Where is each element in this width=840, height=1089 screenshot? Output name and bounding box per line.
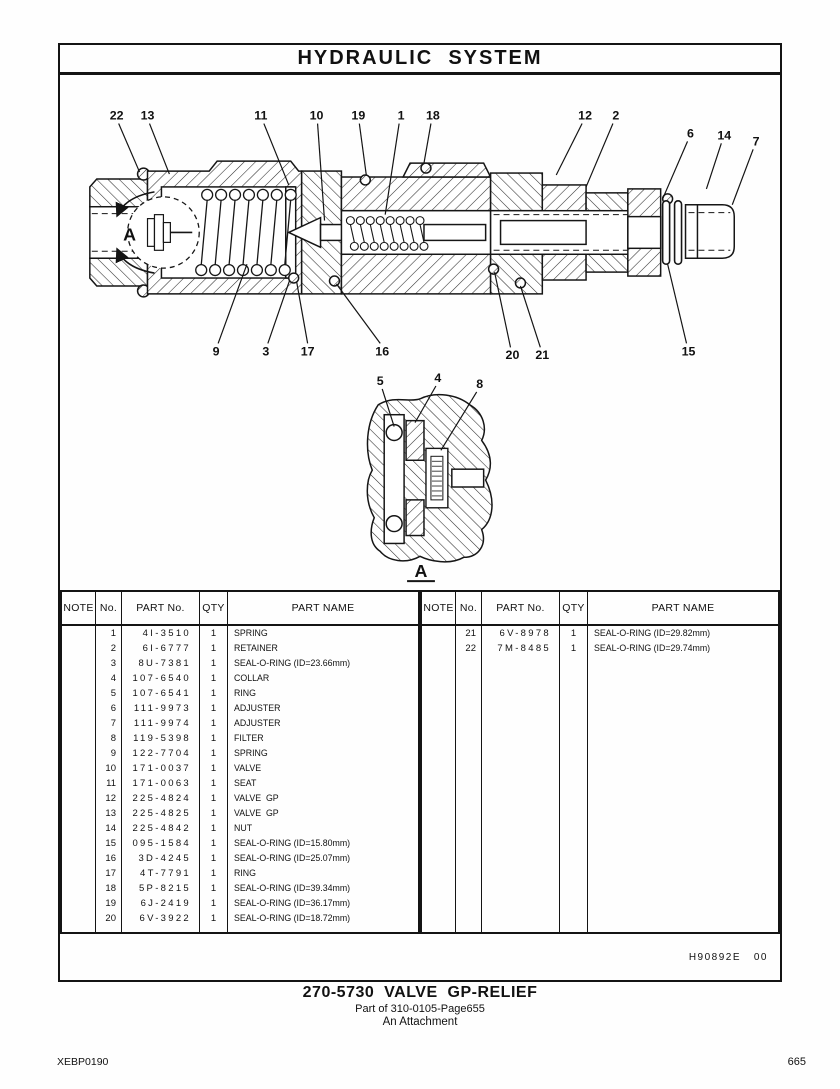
cell-part-no: 6V-3922 — [122, 911, 200, 926]
cell-no: 5 — [96, 686, 122, 701]
callout-15: 15 — [681, 344, 696, 359]
cell-part-no: 107-6541 — [122, 686, 200, 701]
cell-qty: 1 — [560, 626, 588, 641]
cell-qty: 1 — [200, 851, 228, 866]
cell-part-no: 111-9974 — [122, 716, 200, 731]
poppet-1 — [148, 219, 155, 247]
cell-part-no: 107-6540 — [122, 671, 200, 686]
detail-filter-inner — [431, 456, 443, 500]
cell-part-no: 3D-4245 — [122, 851, 200, 866]
cell-qty: 1 — [200, 791, 228, 806]
callout-20: 20 — [505, 348, 520, 363]
spool-step — [501, 221, 587, 245]
cell-note — [62, 686, 96, 701]
detail-view — [367, 395, 492, 581]
caption-part-of: Part of 310-0105-Page655 — [355, 1003, 485, 1015]
cell-qty: 1 — [200, 806, 228, 821]
callout-13: 13 — [140, 108, 155, 123]
cell-note — [62, 806, 96, 821]
cell-note — [62, 866, 96, 881]
pilot-rod — [424, 225, 486, 241]
cell-note — [62, 701, 96, 716]
cell-qty: 1 — [200, 701, 228, 716]
detail-collar-bottom — [406, 500, 424, 536]
cell-no: 16 — [96, 851, 122, 866]
cell-qty: 1 — [200, 686, 228, 701]
col-header-part-no: PART No. — [122, 592, 200, 626]
cell-note — [62, 731, 96, 746]
o-ring-18 — [421, 163, 431, 173]
cell-no: 1 — [96, 626, 122, 641]
cell-part-name: SEAL-O-RING (ID=25.07mm) — [234, 853, 351, 863]
cell-note — [62, 791, 96, 806]
cell-part-name: RING — [234, 868, 256, 878]
detail-port — [452, 469, 484, 487]
detail-ring-bottom — [386, 516, 402, 532]
cell-part-no: 171-0063 — [122, 776, 200, 791]
cell-qty: 1 — [560, 641, 588, 656]
callout-16: 16 — [375, 344, 390, 359]
cell-part-no: 8U-7381 — [122, 656, 200, 671]
callout-10: 10 — [309, 108, 324, 123]
cell-qty: 1 — [200, 761, 228, 776]
cell-qty: 1 — [200, 881, 228, 896]
cell-part-name: COLLAR — [234, 673, 270, 683]
document-frame — [58, 43, 782, 982]
filler-cell — [422, 656, 456, 932]
callout-3: 3 — [262, 344, 270, 359]
page-caption — [0, 984, 840, 1028]
right-block-1-top — [491, 173, 543, 211]
cell-part-no: 6V-8978 — [482, 626, 560, 641]
detail-collar-top — [406, 421, 424, 461]
cell-part-no: 4I-3510 — [122, 626, 200, 641]
caption-title: 270-5730 VALVE GP-RELIEF — [302, 984, 538, 1001]
col-header-qty: QTY — [560, 592, 588, 626]
filler-cell — [228, 926, 418, 932]
filler-cell — [122, 926, 200, 932]
col-header-note: NOTE — [62, 592, 96, 626]
filler-cell — [62, 926, 96, 932]
callout-12: 12 — [578, 108, 592, 123]
mid-housing-hump — [403, 163, 491, 177]
cell-part-name: SEAL-O-RING (ID=29.74mm) — [594, 643, 711, 653]
cell-qty: 1 — [200, 896, 228, 911]
cell-no: 2 — [96, 641, 122, 656]
cell-part-no: 4T-7791 — [122, 866, 200, 881]
filler-cell — [200, 926, 228, 932]
cell-part-no: 6I-6777 — [122, 641, 200, 656]
cell-part-name: RING — [234, 688, 256, 698]
cell-no: 15 — [96, 836, 122, 851]
cell-no: 11 — [96, 776, 122, 791]
callout-22: 22 — [109, 108, 124, 123]
cell-no: 13 — [96, 806, 122, 821]
cell-part-name: SEAL-O-RING (ID=18.72mm) — [234, 913, 351, 923]
cell-part-name: SEAL-O-RING (ID=29.82mm) — [594, 628, 711, 638]
cell-part-no: 6J-2419 — [122, 896, 200, 911]
cell-part-name: FILTER — [234, 733, 264, 743]
cell-no: 22 — [456, 641, 482, 656]
left-cap-top — [90, 179, 148, 207]
page-title: HYDRAULIC SYSTEM — [297, 47, 543, 69]
cell-part-no: 095-1584 — [122, 836, 200, 851]
cell-qty: 1 — [200, 731, 228, 746]
callout-7: 7 — [752, 134, 760, 149]
cell-no: 17 — [96, 866, 122, 881]
cell-note — [62, 626, 96, 641]
callout-8: 8 — [476, 376, 484, 391]
cell-no: 6 — [96, 701, 122, 716]
callout-18: 18 — [426, 108, 440, 123]
cell-part-no: 5P-8215 — [122, 881, 200, 896]
col-header-part-name: PART NAME — [588, 592, 778, 626]
cell-part-name: SEAL-O-RING (ID=36.17mm) — [234, 898, 351, 908]
callout-21: 21 — [535, 348, 550, 363]
page-number: 665 — [787, 1056, 806, 1068]
cell-part-name: SEAL-O-RING (ID=15.80mm) — [234, 838, 351, 848]
main-view-label: A — [123, 224, 137, 245]
cell-no: 12 — [96, 791, 122, 806]
o-ring-16 — [330, 276, 340, 286]
cell-part-no: 7M-8485 — [482, 641, 560, 656]
cell-no: 10 — [96, 761, 122, 776]
detail-view-label: A — [414, 561, 428, 582]
cell-qty: 1 — [200, 746, 228, 761]
cell-no: 4 — [96, 671, 122, 686]
cell-part-name: SPRING — [234, 748, 268, 758]
callout-4: 4 — [434, 371, 442, 386]
document-code-strip — [60, 934, 780, 980]
o-ring-20 — [489, 264, 499, 274]
right-block-2-bottom — [542, 252, 586, 280]
cell-note — [62, 746, 96, 761]
adjuster-core — [628, 217, 661, 249]
poppet-3 — [163, 223, 170, 243]
cell-part-no: 225-4825 — [122, 806, 200, 821]
cell-qty: 1 — [200, 836, 228, 851]
title-band — [60, 45, 780, 75]
seal-ring-b — [675, 201, 682, 264]
cell-note — [62, 656, 96, 671]
cell-qty: 1 — [200, 671, 228, 686]
valve-cross-section-diagram — [60, 76, 780, 590]
col-header-part-no: PART No. — [482, 592, 560, 626]
parts-table-left — [60, 590, 420, 934]
cell-part-name: VALVE GP — [234, 793, 279, 803]
cell-no: 8 — [96, 731, 122, 746]
cell-note — [62, 911, 96, 926]
cell-note — [62, 851, 96, 866]
cell-part-no: 119-5398 — [122, 731, 200, 746]
cell-part-name: RETAINER — [234, 643, 278, 653]
cell-part-name: VALVE — [234, 763, 262, 773]
cell-qty: 1 — [200, 656, 228, 671]
right-block-2-top — [542, 185, 586, 213]
col-header-no: No. — [96, 592, 122, 626]
cell-note — [62, 671, 96, 686]
cell-no: 18 — [96, 881, 122, 896]
cell-note — [62, 641, 96, 656]
callout-1: 1 — [397, 108, 405, 123]
cell-no: 7 — [96, 716, 122, 731]
cell-note — [62, 776, 96, 791]
o-ring-3 — [289, 273, 299, 283]
left-cap-bottom — [90, 258, 148, 286]
cell-qty: 1 — [200, 716, 228, 731]
col-header-note: NOTE — [422, 592, 456, 626]
cell-note — [62, 896, 96, 911]
col-header-qty: QTY — [200, 592, 228, 626]
mid-housing-bottom — [341, 254, 490, 294]
cell-qty: 1 — [200, 626, 228, 641]
cell-no: 9 — [96, 746, 122, 761]
cell-qty: 1 — [200, 866, 228, 881]
cell-note — [62, 836, 96, 851]
cell-part-name: NUT — [234, 823, 253, 833]
cell-part-no: 225-4842 — [122, 821, 200, 836]
parts-table-right — [420, 590, 780, 934]
callout-11: 11 — [254, 108, 268, 123]
cell-part-name: ADJUSTER — [234, 703, 281, 713]
main-view — [90, 161, 734, 297]
cell-part-name: SEAL-O-RING (ID=39.34mm) — [234, 883, 351, 893]
cell-no: 21 — [456, 626, 482, 641]
detail-ring-top — [386, 425, 402, 441]
callout-5: 5 — [376, 374, 384, 388]
cell-note — [62, 821, 96, 836]
cell-part-no: 111-9973 — [122, 701, 200, 716]
callout-14: 14 — [717, 128, 732, 143]
cell-no: 19 — [96, 896, 122, 911]
cell-note — [62, 716, 96, 731]
poppet-2 — [154, 215, 163, 251]
filler-cell — [482, 656, 560, 932]
col-header-no: No. — [456, 592, 482, 626]
filler-cell — [456, 656, 482, 932]
document-code: H90892E 00 — [688, 951, 768, 963]
cell-part-name: SEAT — [234, 778, 257, 788]
o-ring-19 — [360, 175, 370, 185]
cell-qty: 1 — [200, 911, 228, 926]
filler-cell — [96, 926, 122, 932]
callout-6: 6 — [687, 126, 694, 141]
filler-cell — [560, 656, 588, 932]
cell-part-name: SPRING — [234, 628, 268, 638]
cell-qty: 1 — [200, 776, 228, 791]
cell-qty: 1 — [200, 641, 228, 656]
cell-part-name: SEAL-O-RING (ID=23.66mm) — [234, 658, 351, 668]
seal-ring-a — [663, 201, 670, 264]
col-header-part-name: PART NAME — [228, 592, 418, 626]
cell-part-no: 225-4824 — [122, 791, 200, 806]
cell-part-no: 171-0037 — [122, 761, 200, 776]
cell-no: 14 — [96, 821, 122, 836]
cell-note — [62, 761, 96, 776]
callout-17: 17 — [300, 344, 315, 359]
cell-part-name: VALVE GP — [234, 808, 279, 818]
cell-note — [422, 641, 456, 656]
callout-2: 2 — [612, 108, 620, 123]
form-number: XEBP0190 — [57, 1056, 109, 1068]
callout-19: 19 — [351, 108, 366, 123]
callout-9: 9 — [212, 344, 220, 359]
cell-part-no: 122-7704 — [122, 746, 200, 761]
filler-cell — [588, 656, 778, 932]
caption-attachment: An Attachment — [382, 1016, 458, 1028]
cell-note — [62, 881, 96, 896]
cell-no: 3 — [96, 656, 122, 671]
cell-no: 20 — [96, 911, 122, 926]
cell-qty: 1 — [200, 821, 228, 836]
cell-part-name: ADJUSTER — [234, 718, 281, 728]
parts-tables — [60, 590, 780, 934]
cell-note — [422, 626, 456, 641]
